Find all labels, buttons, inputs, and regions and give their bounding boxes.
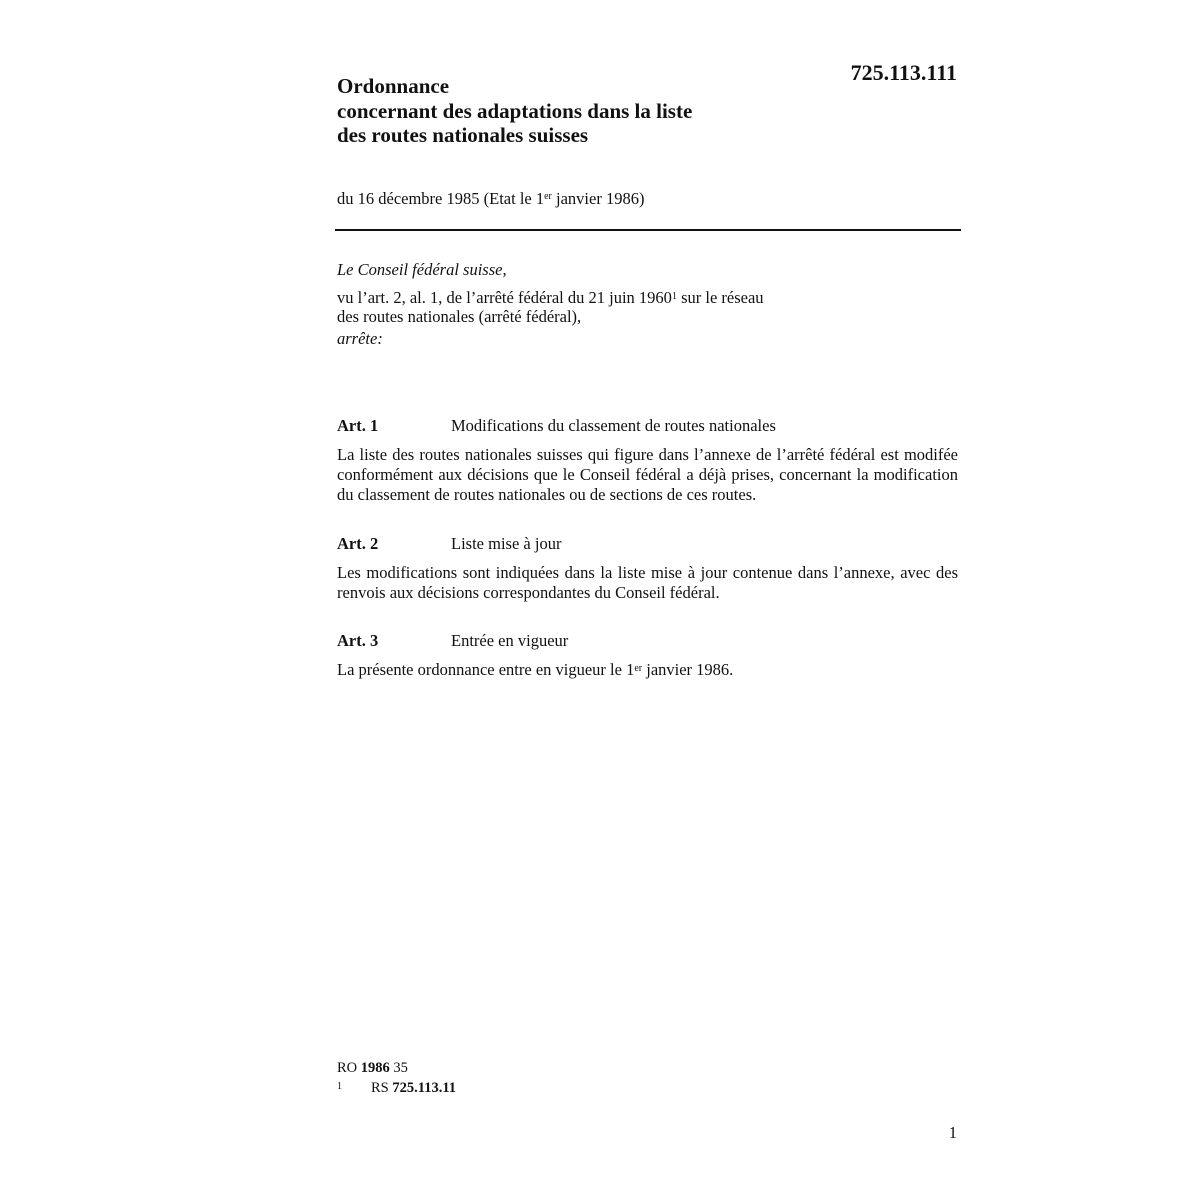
article-title: Modifications du classement de routes nationales [451, 416, 776, 435]
footnote-1 [337, 1078, 456, 1098]
legal-basis [337, 288, 957, 327]
header-divider [335, 229, 961, 231]
article-heading [337, 416, 958, 436]
issuing-authority: Le Conseil fédéral suisse, [337, 260, 507, 279]
article-title: Entrée en vigueur [451, 631, 569, 650]
document-title [337, 74, 817, 148]
legal-basis-line-2: des routes nationales (arrêté fédéral), [337, 307, 582, 326]
date-line [337, 189, 644, 209]
legal-basis-text-start: vu l’art. 2, al. 1, de l’arrêté fédéral du 21 juin 1960 [337, 287, 672, 307]
legal-basis-text-end: sur le réseau [676, 287, 764, 307]
page-number: 1 [948, 1123, 957, 1142]
article-number: Art. 1 [337, 416, 379, 435]
sr-number: 725.113.111 [850, 60, 957, 85]
date-text-start: du 16 décembre 1985 (Etat le 1 [337, 189, 545, 208]
ro-page: 35 [393, 1060, 408, 1076]
article-body: Les modifications sont indiquées dans la liste mise à jour contenue dans l’annexe, avec des renvois aux décisions correspondantes du Conseil fédéral. [337, 563, 958, 602]
date-superscript: er [544, 191, 552, 202]
title-line-2: concernant des adaptations dans la liste [337, 98, 693, 123]
article-heading [337, 534, 958, 554]
footnote-mark: 1 [337, 1081, 342, 1092]
ro-year: 1986 [360, 1060, 390, 1076]
article-number: Art. 3 [337, 631, 379, 650]
article-body-start: La présente ordonnance entre en vigueur le 1 [337, 660, 635, 679]
article-body: La liste des routes nationales suisses qui figure dans l’annexe de l’arrêté fédéral est modifée conformément aux décisions que le Conseil fédéral a déjà prises, concernant la modification du classement de routes nationales ou de sections de ces routes. [337, 445, 958, 504]
article-2 [337, 534, 958, 603]
decree-word: arrête: [337, 328, 383, 348]
article-body [337, 660, 958, 680]
article-body-end: janvier 1986. [642, 660, 734, 679]
article-number: Art. 2 [337, 534, 379, 553]
article-title: Liste mise à jour [451, 534, 562, 553]
article-3 [337, 631, 958, 680]
article-1 [337, 416, 958, 505]
preamble [337, 260, 957, 348]
ro-prefix: RO [337, 1060, 358, 1076]
footnote-sr-link[interactable]: 725.113.11 [392, 1080, 457, 1096]
date-text-end: janvier 1986) [551, 189, 645, 208]
legal-basis-line-1 [337, 288, 957, 308]
footnote-reference[interactable]: 1 [671, 290, 677, 302]
title-line-3: des routes nationales suisses [337, 123, 589, 147]
footnote-prefix: RS [371, 1080, 389, 1096]
article-body-superscript: er [634, 663, 643, 674]
footnotes [337, 1058, 456, 1098]
title-line-1: Ordonnance [337, 74, 450, 98]
ro-reference [337, 1058, 456, 1078]
article-heading [337, 631, 958, 651]
